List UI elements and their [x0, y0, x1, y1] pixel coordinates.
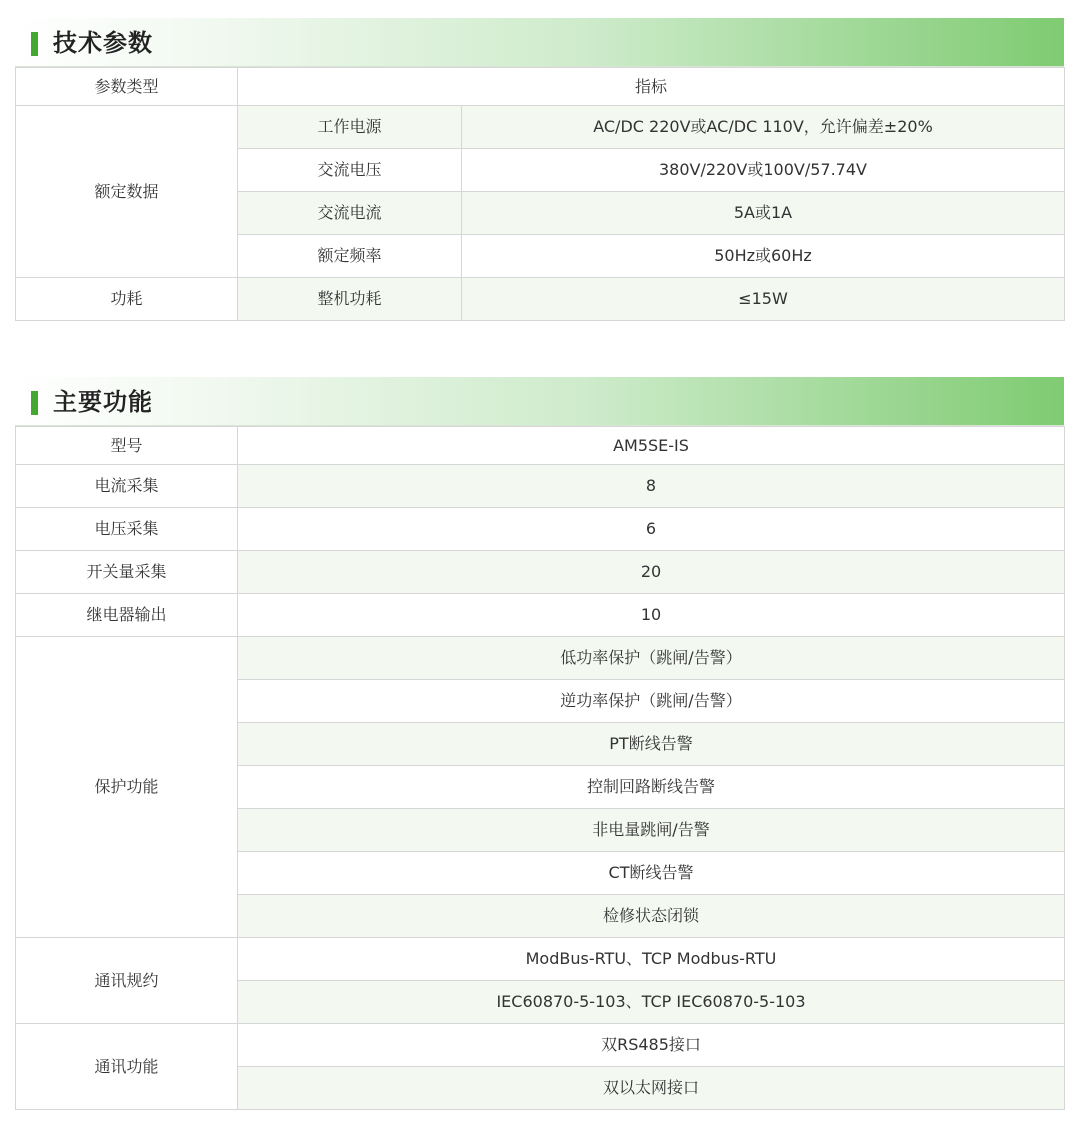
section-accent-bar [31, 32, 38, 56]
power-label: 功耗 [16, 278, 238, 321]
func-value: 6 [238, 508, 1065, 551]
table-row [16, 68, 1065, 106]
param-name: 额定频率 [238, 235, 462, 278]
protection-item: 低功率保护（跳闸/告警） [238, 637, 1065, 680]
section-title: 技术参数 [53, 29, 153, 57]
param-type-label: 参数类型 [16, 68, 238, 106]
param-name: 整机功耗 [238, 278, 462, 321]
table-row [16, 278, 1065, 321]
protection-item: CT断线告警 [238, 852, 1065, 895]
param-value: 380V/220V或100V/57.74V [462, 149, 1065, 192]
param-name: 交流电流 [238, 192, 462, 235]
protection-item: 检修状态闭锁 [238, 895, 1065, 938]
table-row [16, 938, 1065, 981]
main-functions-table [15, 426, 1065, 1110]
func-value: AM5SE-IS [238, 427, 1065, 465]
param-name: 工作电源 [238, 106, 462, 149]
table-row [16, 508, 1065, 551]
func-label: 继电器输出 [16, 594, 238, 637]
func-value: 8 [238, 465, 1065, 508]
param-value: AC/DC 220V或AC/DC 110V，允许偏差±20% [462, 106, 1065, 149]
param-value: 5A或1A [462, 192, 1065, 235]
table-row [16, 465, 1065, 508]
param-value-header: 指标 [238, 68, 1065, 106]
table-row [16, 551, 1065, 594]
func-label: 开关量采集 [16, 551, 238, 594]
comm-item: 双RS485接口 [238, 1024, 1065, 1067]
func-label: 电流采集 [16, 465, 238, 508]
table-row [16, 427, 1065, 465]
func-value: 20 [238, 551, 1065, 594]
protocol-item: IEC60870-5-103、TCP IEC60870-5-103 [238, 981, 1065, 1024]
comm-label: 通讯功能 [16, 1024, 238, 1110]
func-value: 10 [238, 594, 1065, 637]
protection-item: 非电量跳闸/告警 [238, 809, 1065, 852]
protection-item: 控制回路断线告警 [238, 766, 1065, 809]
main-functions-header [15, 377, 1064, 426]
tech-params-section [15, 18, 1064, 321]
protection-item: PT断线告警 [238, 723, 1065, 766]
protection-item: 逆功率保护（跳闸/告警） [238, 680, 1065, 723]
tech-params-table [15, 67, 1065, 321]
section-title: 主要功能 [53, 388, 153, 416]
rated-data-label: 额定数据 [16, 106, 238, 278]
func-label: 电压采集 [16, 508, 238, 551]
main-functions-section [15, 377, 1064, 1110]
table-row [16, 106, 1065, 149]
param-name: 交流电压 [238, 149, 462, 192]
protection-label: 保护功能 [16, 637, 238, 938]
param-value: ≤15W [462, 278, 1065, 321]
section-accent-bar [31, 391, 38, 415]
protocol-label: 通讯规约 [16, 938, 238, 1024]
table-row [16, 594, 1065, 637]
protocol-item: ModBus-RTU、TCP Modbus-RTU [238, 938, 1065, 981]
param-value: 50Hz或60Hz [462, 235, 1065, 278]
func-label: 型号 [16, 427, 238, 465]
tech-params-header [15, 18, 1064, 67]
table-row [16, 637, 1065, 680]
comm-item: 双以太网接口 [238, 1067, 1065, 1110]
table-row [16, 1024, 1065, 1067]
